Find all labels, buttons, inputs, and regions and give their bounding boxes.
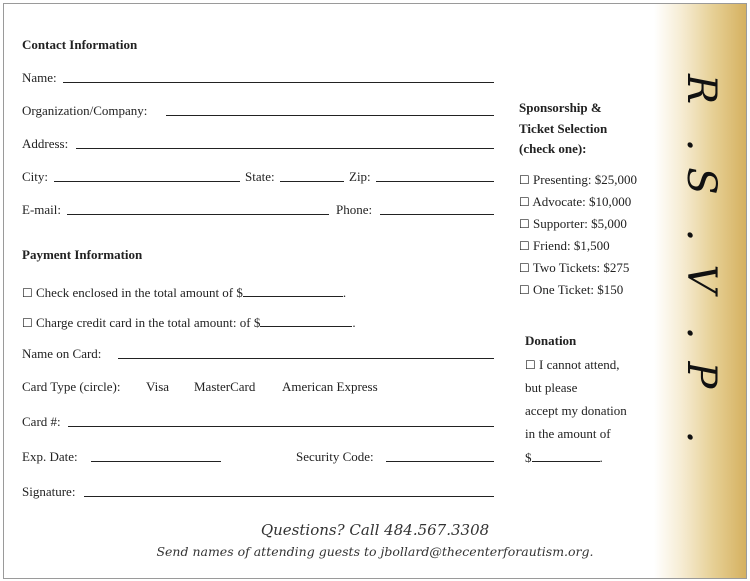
donation-heading: Donation xyxy=(525,333,577,348)
rsvp-letter: R xyxy=(678,73,724,105)
donation-line: but please xyxy=(525,380,578,395)
card-type-amex[interactable]: American Express xyxy=(282,379,378,394)
phone-label: Phone: xyxy=(336,202,373,217)
rsvp-vertical-text xyxy=(678,66,724,486)
rsvp-letter: V xyxy=(678,264,724,294)
city-field[interactable] xyxy=(54,181,240,182)
sponsorship-option-presenting[interactable] xyxy=(519,172,637,188)
contact-heading: Contact Information xyxy=(22,37,138,52)
exp-date-field[interactable] xyxy=(91,461,221,462)
card-type-label: Card Type (circle): xyxy=(22,379,121,394)
donation-line: I cannot attend, xyxy=(539,357,620,372)
option-label: Supporter: $5,000 xyxy=(533,216,627,231)
signature-field[interactable] xyxy=(84,496,494,497)
sponsorship-heading-line: Ticket Selection xyxy=(519,121,608,136)
card-type-visa[interactable]: Visa xyxy=(146,379,170,394)
card-number-label: Card #: xyxy=(22,414,61,429)
donation-line: accept my donation xyxy=(525,403,627,418)
donation-amount-row[interactable]: $ . xyxy=(525,450,603,465)
checkbox-icon[interactable]: ☐ xyxy=(519,261,530,275)
rsvp-letter: S xyxy=(678,167,724,195)
rsvp-letter: . xyxy=(678,326,724,340)
donation-amount-field[interactable] xyxy=(532,449,600,462)
exp-date-label: Exp. Date: xyxy=(22,449,78,464)
check-option[interactable]: ☐ Check enclosed in the total amount of $ . xyxy=(22,285,347,300)
org-label: Organization/Company: xyxy=(22,103,148,118)
payment-heading: Payment Information xyxy=(22,247,143,262)
checkbox-icon[interactable]: ☐ xyxy=(519,195,530,209)
option-label: Presenting: $25,000 xyxy=(533,172,638,187)
charge-label: Charge credit card in the total amount: of $ xyxy=(36,315,261,330)
address-field[interactable] xyxy=(76,148,494,149)
card-type-mastercard[interactable]: MasterCard xyxy=(194,379,256,394)
checkbox-icon[interactable]: ☐ xyxy=(519,283,530,297)
checkbox-icon[interactable]: ☐ xyxy=(519,173,530,187)
checkbox-icon[interactable]: ☐ xyxy=(519,239,530,253)
option-label: Advocate: $10,000 xyxy=(532,194,632,209)
security-code-label: Security Code: xyxy=(296,449,374,464)
check-label: Check enclosed in the total amount of $ xyxy=(36,285,243,300)
charge-option[interactable]: ☐ Charge credit card in the total amount: of $ . xyxy=(22,315,356,330)
donation-line: $ xyxy=(525,450,532,465)
sponsorship-option-two-tickets[interactable] xyxy=(519,260,629,276)
donation-option[interactable] xyxy=(525,357,620,373)
checkbox-icon[interactable]: ☐ xyxy=(525,358,536,372)
city-label: City: xyxy=(22,169,49,184)
address-label: Address: xyxy=(22,136,69,151)
sponsorship-heading-line: Sponsorship & xyxy=(519,100,602,115)
email-field[interactable] xyxy=(67,214,329,215)
name-on-card-field[interactable] xyxy=(118,358,494,359)
signature-label: Signature: xyxy=(22,484,76,499)
state-field[interactable] xyxy=(280,181,344,182)
name-label: Name: xyxy=(22,70,57,85)
option-label: One Ticket: $150 xyxy=(533,282,624,297)
rsvp-letter: . xyxy=(678,430,724,444)
security-code-field[interactable] xyxy=(386,461,494,462)
name-field[interactable] xyxy=(63,82,494,83)
rsvp-letter: . xyxy=(678,228,724,242)
card-number-field[interactable] xyxy=(68,426,494,427)
org-field[interactable] xyxy=(166,115,494,116)
option-label: Two Tickets: $275 xyxy=(532,260,630,275)
footer-guests-note: Send names of attending guests to jbollard@thecenterforautism.org. xyxy=(156,544,594,559)
phone-field[interactable] xyxy=(380,214,494,215)
check-amount-field[interactable] xyxy=(243,284,343,297)
sponsorship-option-advocate[interactable] xyxy=(519,194,631,210)
sponsorship-option-friend[interactable] xyxy=(519,238,610,254)
rsvp-letter: . xyxy=(678,138,724,152)
rsvp-card xyxy=(3,3,747,579)
charge-amount-field[interactable] xyxy=(260,314,352,327)
sponsorship-heading-line: (check one): xyxy=(519,141,587,156)
donation-line: in the amount of xyxy=(525,426,611,441)
state-label: State: xyxy=(245,169,275,184)
checkbox-icon[interactable]: ☐ xyxy=(22,316,33,330)
checkbox-icon[interactable]: ☐ xyxy=(519,217,530,231)
zip-field[interactable] xyxy=(376,181,494,182)
rsvp-letter: P xyxy=(678,361,724,389)
name-on-card-label: Name on Card: xyxy=(22,346,102,361)
checkbox-icon[interactable]: ☐ xyxy=(22,286,33,300)
email-label: E-mail: xyxy=(22,202,61,217)
footer-questions: Questions? Call 484.567.3308 xyxy=(260,521,490,539)
option-label: Friend: $1,500 xyxy=(533,238,610,253)
sponsorship-option-one-ticket[interactable] xyxy=(519,282,623,298)
sponsorship-option-supporter[interactable] xyxy=(519,216,627,232)
zip-label: Zip: xyxy=(349,169,371,184)
